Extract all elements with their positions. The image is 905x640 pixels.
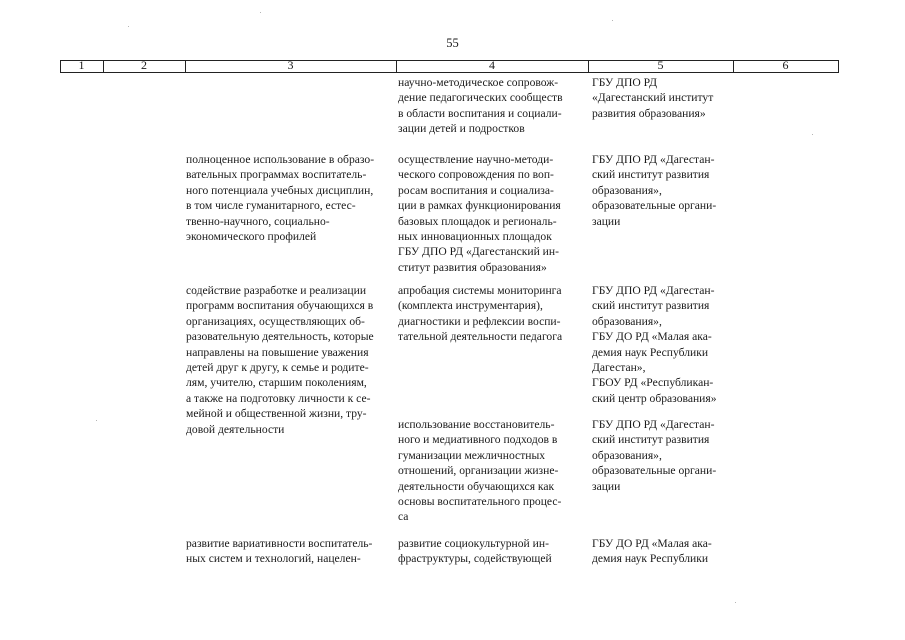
row-3-measure: апробация системы мониторинга (комплекта инструментария), диагностики и рефлексии воспи- тательной деятельности педагога [398, 284, 563, 344]
table-header-row [0, 60, 905, 73]
row-2-responsible: ГБУ ДПО РД «Дагестан- ский институт развития образования», образовательные органи- зации [592, 153, 717, 228]
row-4-measure: использование восстановитель- ного и медиативного подходов в гуманизации межличностных отношений, организации жизне- деятельности обучающихся как основы воспитательного процес- са [398, 418, 562, 524]
scan-speck [96, 420, 97, 421]
header-bottom-rule [60, 72, 838, 73]
column-number-4: 4 [489, 58, 495, 72]
column-number-5: 5 [657, 58, 664, 72]
row-2-direction: полноценное использование в образо- вательных программах воспитатель- ного потенциала учебных дисциплин, в том числе гуманитарного, естес- твенно-научного, социально- экономического профилей [186, 153, 375, 244]
scan-speck [260, 12, 261, 13]
column-number-3: 3 [287, 58, 294, 72]
row-5-measure: развитие социокультурной ин- фраструктуры, содействующей [398, 537, 552, 566]
row-1-responsible: ГБУ ДПО РД «Дагестанский институт развития образования» [592, 76, 714, 120]
scan-speck [128, 26, 129, 27]
column-number-6: 6 [782, 58, 789, 72]
column-number-1: 1 [78, 58, 85, 72]
scan-speck [812, 134, 813, 135]
page-number: 55 [446, 36, 459, 50]
scan-speck [735, 602, 736, 603]
column-divider [838, 60, 839, 73]
column-number-2: 2 [141, 58, 147, 72]
row-2-measure: осуществление научно-методи- ческого сопровождения по воп- росам воспитания и социализа- ции в рамках функционирования базовых площадок и региональ- ных инновационных площадок ГБУ ДПО РД «Дагестанский ин- ститут развития образования» [398, 153, 561, 274]
row-3-responsible: ГБУ ДПО РД «Дагестан- ский институт развития образования», ГБУ ДО РД «Малая ака- демия наук Республики Дагестан», ГБОУ РД «Республикан- ский центр образования» [592, 284, 717, 405]
row-1-measure: научно-методическое сопровож- дение педагогических сообществ в области воспитания и социали- зации детей и подростков [398, 76, 563, 136]
row-4-responsible: ГБУ ДПО РД «Дагестан- ский институт развития образования», образовательные органи- зации [592, 418, 717, 493]
row-5-direction: развитие вариативности воспитатель- ных систем и технологий, нацелен- [186, 537, 373, 566]
row-5-responsible: ГБУ ДО РД «Малая ака- демия наук Республики [592, 537, 712, 566]
scan-speck [612, 20, 613, 21]
row-3-direction: содействие разработке и реализации программ воспитания обучающихся в организациях, осуществляющих об- разовательную деятельность, которые направлены на повышение уважения детей друг к другу, к семье и родите- лям, учителю, старшим поколениям, а также на подготовку личности к се- мейной и общественной жизни, тру- довой деятельности [186, 284, 374, 436]
